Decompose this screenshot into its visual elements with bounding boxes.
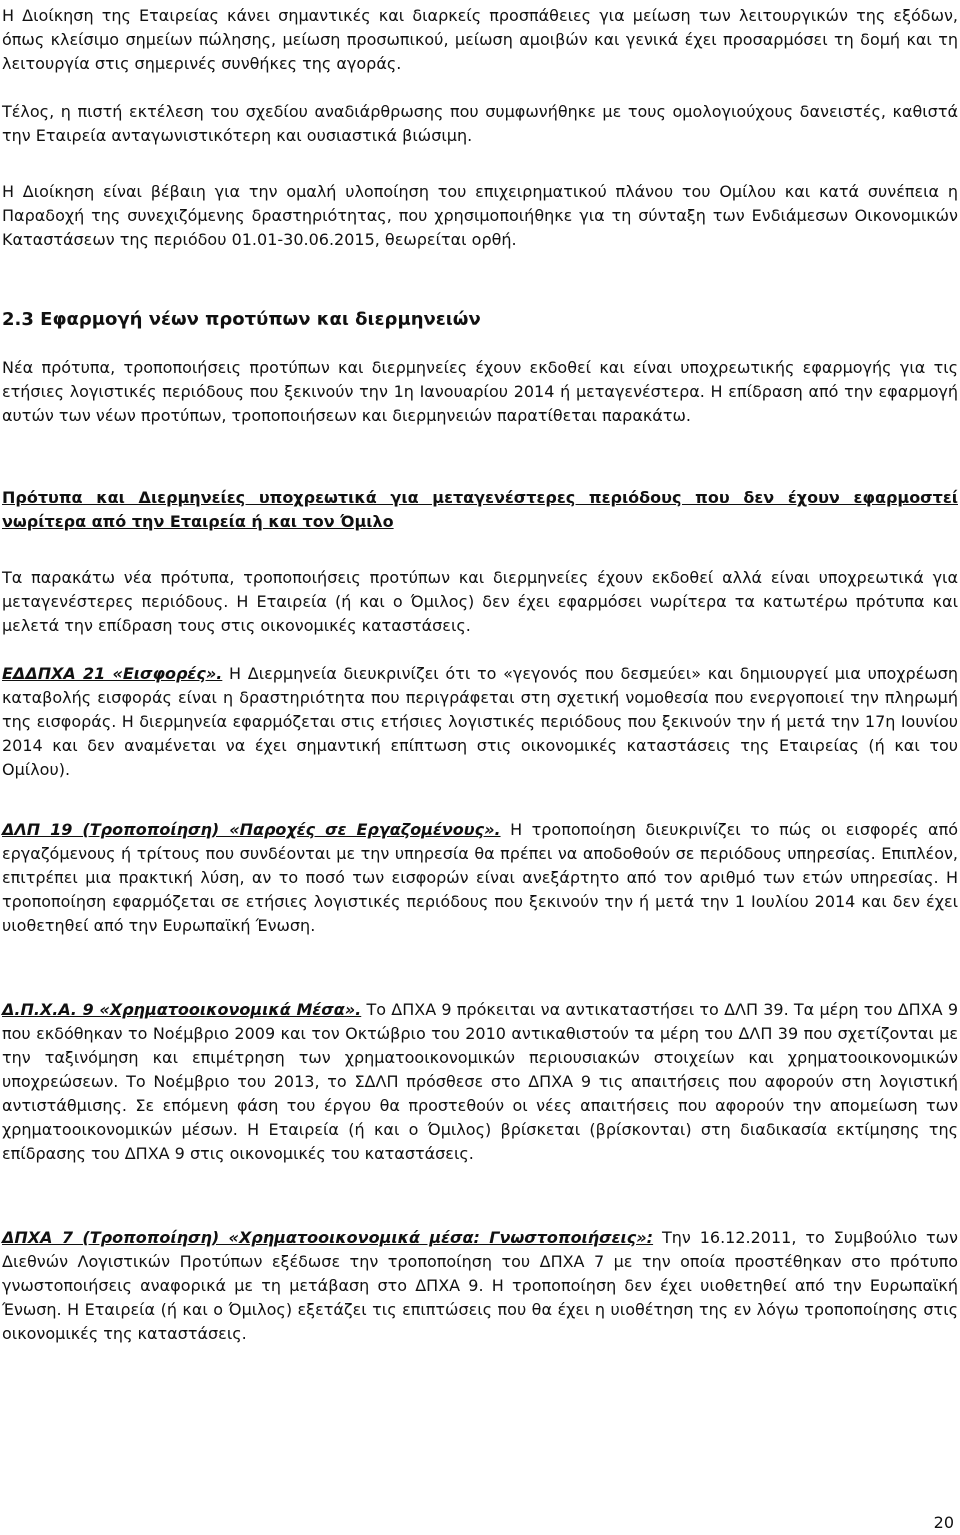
paragraph-going-concern: Η Διοίκηση είναι βέβαιη για την ομαλή υλοποίηση του επιχειρηματικού πλάνου του Ομίλου και κατά συνέπεια η Παραδοχή της συνεχιζόμενης δραστηριότητας, που χρησιμοποιήθηκε για τη σύνταξη των Ενδιάμεσων Οικονομικών Καταστάσεων της περιόδου 01.01-30.06.2015, θεωρείται ορθή. — [2, 182, 958, 249]
standard-item-title: ΔΠΧΑ 7 (Τροποποίηση) «Χρηματοοικονομικά μέσα: Γνωστοποιήσεις»: — [2, 1228, 654, 1247]
standard-item-body: Η τροποποίηση διευκρινίζει το πώς οι εισφορές από εργαζόμενους ή τρίτους που συνδέονται με την υπηρεσία θα πρέπει να αποδοθούν σε περιόδους υπηρεσίας. Επιπλέον, επιτρέπει μια πρακτική λύση, αν το ποσό των εισφορών είναι ανεξάρτητο από τον αριθμό των ετών υπηρεσίας. Η τροποποίηση εφαρμόζεται σε ετήσιες λογιστικές περιόδους που ξεκινούν την ή μετά την 1 Ιουλίου 2014 και δεν έχει υιοθετηθεί από την Ευρωπαϊκή Ένωση. — [2, 820, 958, 935]
standard-item-title: ΔΛΠ 19 (Τροποποίηση) «Παροχές σε Εργαζομένους». — [2, 820, 501, 839]
standard-item-ifrs-7 — [2, 1226, 958, 1346]
standard-item-body: Την 16.12.2011, το Συμβούλιο των Διεθνών Λογιστικών Προτύπων εξέδωσε την τροποποίηση του ΔΠΧΑ 7 με την οποία προστέθηκαν στο πρότυπο γνωστοποιήσεις αναφορικά με τη μετάβαση στο ΔΠΧΑ 9. Η τροποποίηση δεν έχει υιοθετηθεί από την Ευρωπαϊκή Ένωση. Η Εταιρεία (ή και ο Όμιλος) εξετάζει τις επιπτώσεις που θα έχει η υιοθέτηση της εν λόγω τροποποίησης στις οικονομικές της καταστάσεις. — [2, 1228, 958, 1343]
section-intro-paragraph: Νέα πρότυπα, τροποποιήσεις προτύπων και διερμηνείες έχουν εκδοθεί και είναι υποχρεωτικής εφαρμογής για τις ετήσιες λογιστικές περιόδους που ξεκινούν την 1η Ιανουαρίου 2014 ή μεταγενέστερα. Η επίδραση από την εφαρμογή αυτών των νέων προτύπων, τροποποιήσεων και διερμηνειών παρατίθεται παρακάτω. — [2, 358, 958, 425]
sub-heading: Πρότυπα και Διερμηνείες υποχρεωτικά για μεταγενέστερες περιόδους που δεν έχουν εφαρμοστεί νωρίτερα από την Εταιρεία ή και τον Όμιλο — [2, 488, 958, 531]
standard-item-ifric-21 — [2, 662, 958, 782]
sub-intro-paragraph: Τα παρακάτω νέα πρότυπα, τροποποιήσεις προτύπων και διερμηνείες έχουν εκδοθεί αλλά είναι υποχρεωτικά για μεταγενέστερες περιόδους. Η Εταιρεία (ή και ο Όμιλος) δεν έχει εφαρμόσει νωρίτερα τα κατωτέρω πρότυπα και μελετά την επίδραση τους στις οικονομικές καταστάσεις. — [2, 568, 958, 635]
standard-item-body: Το ΔΠΧΑ 9 πρόκειται να αντικαταστήσει το ΔΛΠ 39. Τα μέρη του ΔΠΧΑ 9 που εκδόθηκαν το Νοέμβριο 2009 και τον Οκτώβριο του 2010 αντικαθιστούν τα μέρη του ΔΛΠ 39 που σχετίζονται με την ταξινόμηση και επιμέτρηση των χρηματοοικονομικών περιουσιακών στοιχείων και χρηματοοικονομικών υποχρεώσεων. Το Νοέμβριο του 2013, το ΣΔΛΠ πρόσθεσε στο ΔΠΧΑ 9 τις απαιτήσεις που αφορούν στη λογιστική αντιστάθμισης. Σε επόμενη φάση του έργου θα προστεθούν οι νέες απαιτήσεις που αφορούν την απομείωση των χρηματοοικονομικών μέσων. Η Εταιρεία (ή και ο Όμιλος) βρίσκεται (βρίσκονται) στη διαδικασία εκτίμησης της επίδρασης του ΔΠΧΑ 9 στις οικονομικές του καταστάσεις. — [2, 1000, 958, 1163]
standard-item-body: Η Διερμηνεία διευκρινίζει ότι το «γεγονός που δεσμεύει» και δημιουργεί μια υποχρέωση καταβολής εισφοράς είναι η δραστηριότητα που περιγράφεται στη σχετική νομοθεσία που ενεργοποιεί την πληρωμή της εισφοράς. Η διερμηνεία εφαρμόζεται στις ετήσιες λογιστικές περιόδους που ξεκινούν την ή μετά την 17η Ιουνίου 2014 και δεν αναμένεται να έχει σημαντική επίπτωση στις οικονομικές καταστάσεις της Εταιρείας (ή και του Ομίλου). — [2, 664, 959, 779]
paragraph-restructuring: Τέλος, η πιστή εκτέλεση του σχεδίου αναδιάρθρωσης που συμφωνήθηκε με τους ομολογιούχους δανειστές, καθιστά την Εταιρεία ανταγωνιστικότερη και ουσιαστικά βιώσιμη. — [2, 102, 958, 145]
standard-item-ias-19 — [2, 818, 958, 938]
standard-item-ifrs-9 — [2, 998, 958, 1166]
paragraph-cost-reduction: Η Διοίκηση της Εταιρείας κάνει σημαντικές και διαρκείς προσπάθειες για μείωση των λειτουργικών της εξόδων, όπως κλείσιμο σημείων πώλησης, μείωση προσωπικού, μείωση αμοιβών και γενικά έχει προσαρμόσει τη δομή και τη λειτουργία στις σημερινές συνθήκες της αγοράς. — [2, 6, 958, 73]
standard-item-title: Δ.Π.Χ.Α. 9 «Χρηματοοικονομικά Μέσα». — [2, 1000, 362, 1019]
section-heading: 2.3 Εφαρμογή νέων προτύπων και διερμηνειών — [2, 309, 481, 330]
standard-item-title: ΕΔΔΠΧΑ 21 «Εισφορές». — [2, 664, 223, 683]
page-number: 20 — [933, 1513, 954, 1532]
